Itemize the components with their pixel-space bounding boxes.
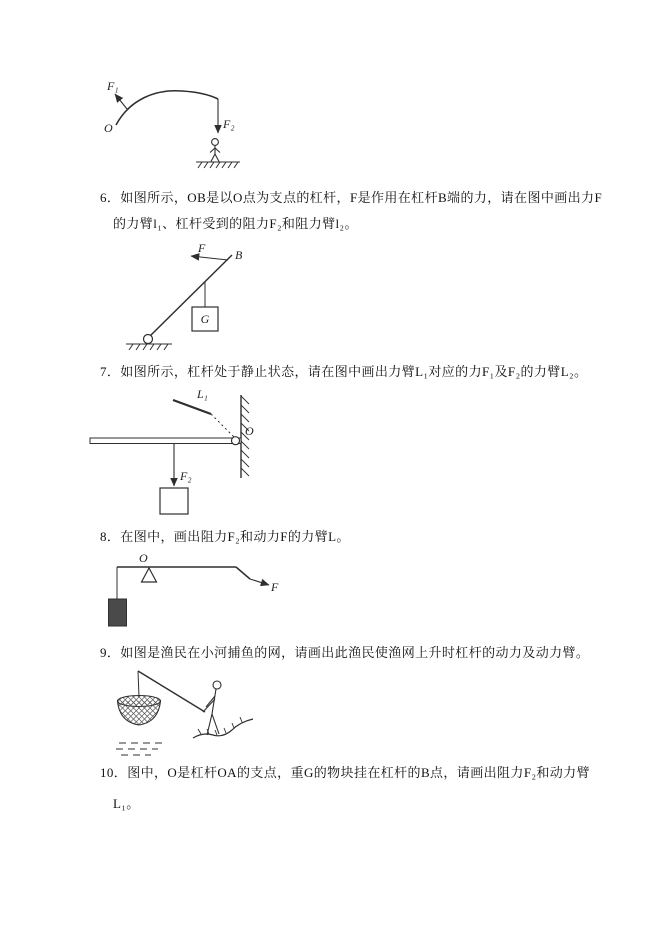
force-f1-arrow xyxy=(115,94,127,109)
label-point-o: O xyxy=(245,424,254,438)
question-6-line-1: 6．如图所示，OB是以O点为支点的杠杆，F是作用在杠杆B端的力，请在图中画出力F xyxy=(100,190,603,205)
force-f-arrow xyxy=(191,256,228,260)
river-bank xyxy=(193,719,253,738)
question-10-line-1: 10．图中，O是杠杆OA的支点，重G的物块挂在杠杆的B点，请画出阻力F₂和动力臂 xyxy=(100,765,590,780)
weight-box xyxy=(109,599,127,626)
l1-arm-segment xyxy=(173,400,211,414)
figure-q7-wall-lever xyxy=(85,388,270,520)
question-10-line-2: L₁。 xyxy=(113,796,140,811)
rod-curve xyxy=(116,91,218,125)
figure-q6-inclined-lever xyxy=(120,243,265,358)
pivot-circle xyxy=(232,437,240,445)
question-9-line-1: 9．如图是渔民在小河捕鱼的网，请画出此渔民使渔网上升时杠杆的动力及动力臂。 xyxy=(100,645,590,660)
person-figure xyxy=(203,681,221,735)
label-f2: F₂ xyxy=(180,469,192,483)
label-f: F xyxy=(271,580,279,594)
question-6-line-2: 的力臂l₁、杠杆受到的阻力F₂和阻力臂l₂。 xyxy=(113,216,358,231)
figure-q8-fulcrum-lever xyxy=(103,546,283,636)
lever-bent-end xyxy=(236,567,250,579)
person-figure xyxy=(210,139,220,162)
question-7-line-1: 7．如图所示，杠杆处于静止状态，请在图中画出力臂L₁对应的力F₁及F₂的力臂L₂。 xyxy=(100,364,588,379)
dashed-line-to-pivot xyxy=(211,414,234,437)
label-point-o: O xyxy=(104,121,113,135)
lever-bar xyxy=(90,438,241,444)
bank-grass-ticks xyxy=(198,717,242,735)
water-waves xyxy=(116,743,165,755)
label-l1: L₁ xyxy=(197,388,208,401)
label-point-b: B xyxy=(235,248,243,262)
label-f2: F₂ xyxy=(223,117,235,131)
figure-q9-fishing-net xyxy=(106,664,256,760)
figure-fishing-rod xyxy=(100,78,255,173)
force-f-arrow xyxy=(250,579,269,585)
net-string xyxy=(138,671,139,697)
pivot-circle xyxy=(144,335,153,344)
label-g: G xyxy=(200,312,210,326)
fulcrum-triangle xyxy=(142,568,157,582)
weight-box xyxy=(160,488,188,514)
label-point-o: O xyxy=(139,551,148,565)
ground-hatch xyxy=(126,344,172,350)
label-f: F xyxy=(198,243,206,255)
net-bag xyxy=(118,701,161,725)
question-8-line-1: 8．在图中，画出阻力F₂和动力F的力臂L。 xyxy=(100,529,350,544)
lever-bar xyxy=(150,255,232,336)
ground-hatch xyxy=(196,162,240,168)
label-f1: F₁ xyxy=(107,79,119,93)
